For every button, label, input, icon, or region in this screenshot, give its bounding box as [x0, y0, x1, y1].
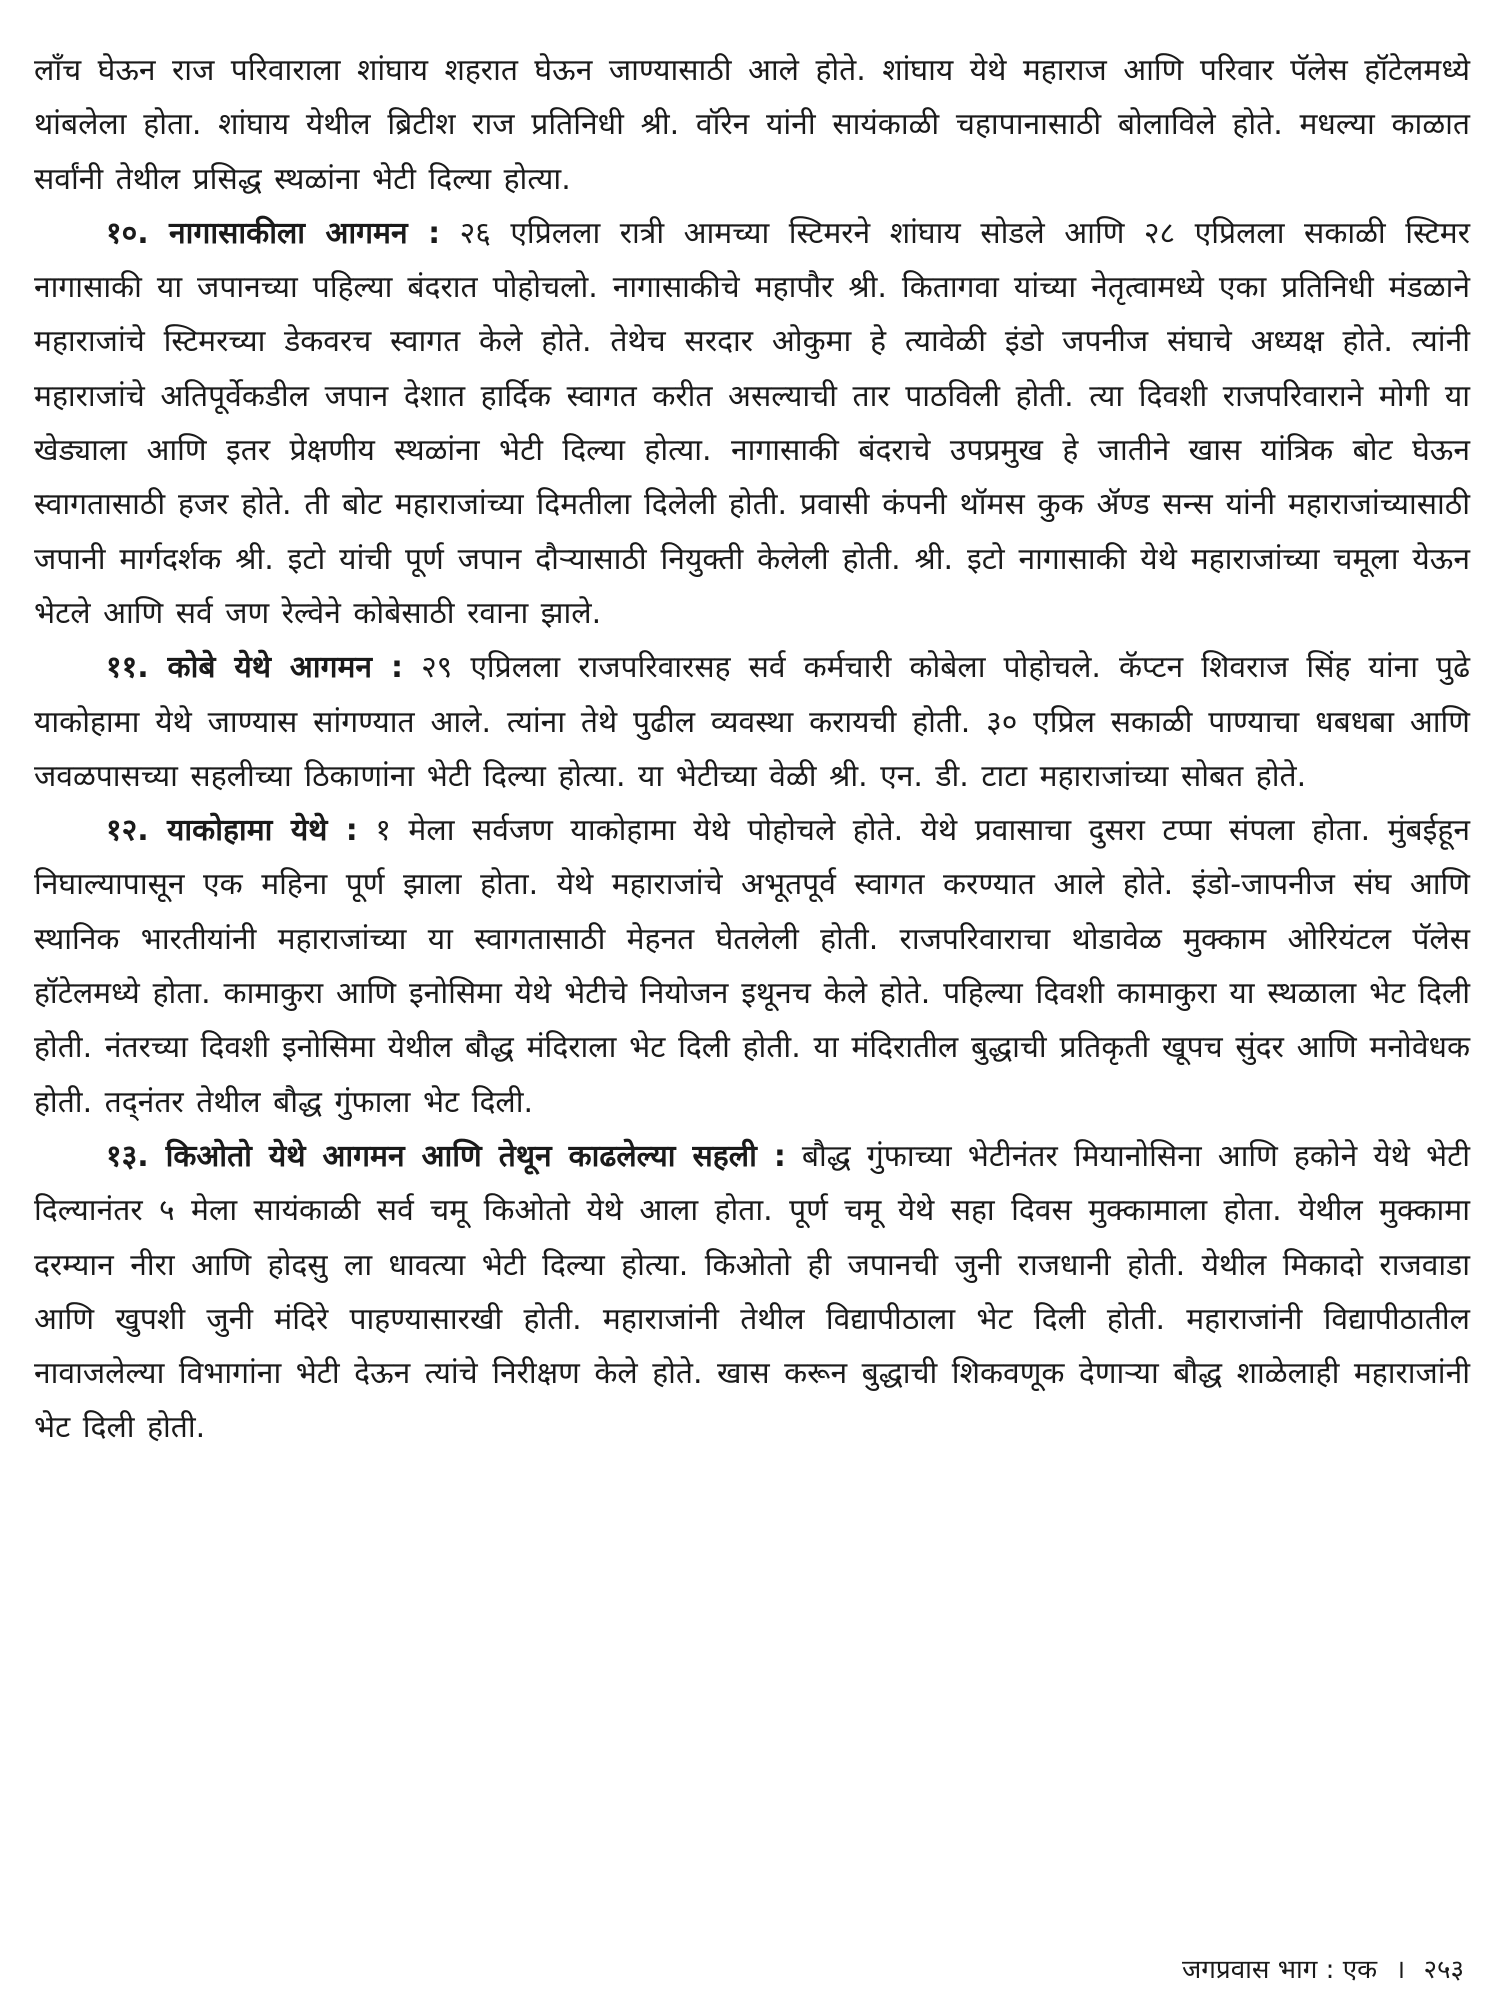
page-number: २५३: [1423, 1955, 1464, 1985]
section-heading: १३. किओतो येथे आगमन आणि तेथून काढलेल्या सहली :: [106, 1138, 786, 1174]
paragraph-section-11: [34, 641, 1470, 804]
paragraph-section-10: [34, 207, 1470, 641]
paragraph-section-12: [34, 804, 1470, 1130]
page-body: [34, 44, 1470, 1924]
paragraph-text: लाँच घेऊन राज परिवाराला शांघाय शहरात घेऊन जाण्यासाठी आले होते. शांघाय येथे महाराज आणि परिवार पॅलेस हॉटेलमध्ये थांबलेला होता. शांघाय येथील ब्रिटीश राज प्रतिनिधी श्री. वॉरेन यांनी सायंकाळी चहापानासाठी बोलाविले होते. मधल्या काळात सर्वांनी तेथील प्रसिद्ध स्थळांना भेटी दिल्या होत्या.: [34, 53, 1470, 197]
paragraph-text: २९ एप्रिलला राजपरिवारसह सर्व कर्मचारी कोबेला पोहोचले. कॅप्टन शिवराज सिंह यांना पुढे याकोहामा येथे जाण्यास सांगण्यात आले. त्यांना तेथे पुढील व्यवस्था करायची होती. ३० एप्रिल सकाळी पाण्याचा धबधबा आणि जवळपासच्या सहलीच्या ठिकाणांना भेटी दिल्या होत्या. या भेटीच्या वेळी श्री. एन. डी. टाटा महाराजांच्या सोबत होते.: [34, 650, 1470, 794]
paragraph-intro: [34, 44, 1470, 207]
footer-separator: ।: [1395, 1955, 1406, 1985]
page-footer: [1182, 1955, 1464, 1985]
paragraph-text: बौद्ध गुंफाच्या भेटीनंतर मियानोसिना आणि हकोने येथे भेटी दिल्यानंतर ५ मेला सायंकाळी सर्व चमू किओतो येथे आला होता. पूर्ण चमू येथे सहा दिवस मुक्कामाला होता. येथील मुक्कामा दरम्यान नीरा आणि होदसु ला धावत्या भेटी दिल्या होत्या. किओतो ही जपानची जुनी राजधानी होती. येथील मिकादो राजवाडा आणि खुपशी जुनी मंदिरे पाहण्यासारखी होती. महाराजांनी तेथील विद्यापीठाला भेट दिली होती. महाराजांनी विद्यापीठातील नावाजलेल्या विभागांना भेटी देऊन त्यांचे निरीक्षण केले होते. खास करून बुद्धाची शिकवणूक देणाऱ्या बौद्ध शाळेलाही महाराजांनी भेट दिली होती.: [34, 1138, 1470, 1446]
paragraph-section-13: [34, 1130, 1470, 1456]
paragraph-text: २६ एप्रिलला रात्री आमच्या स्टिमरने शांघाय सोडले आणि २८ एप्रिलला सकाळी स्टिमर नागासाकी या जपानच्या पहिल्या बंदरात पोहोचलो. नागासाकीचे महापौर श्री. कितागवा यांच्या नेतृत्वामध्ये एका प्रतिनिधी मंडळाने महाराजांचे स्टिमरच्या डेकवरच स्वागत केले होते. तेथेच सरदार ओकुमा हे त्यावेळी इंडो जपनीज संघाचे अध्यक्ष होते. त्यांनी महाराजांचे अतिपूर्वेकडील जपान देशात हार्दिक स्वागत करीत असल्याची तार पाठविली होती. त्या दिवशी राजपरिवाराने मोगी या खेड्याला आणि इतर प्रेक्षणीय स्थळांना भेटी दिल्या होत्या. नागासाकी बंदराचे उपप्रमुख हे जातीने खास यांत्रिक बोट घेऊन स्वागतासाठी हजर होते. ती बोट महाराजांच्या दिमतीला दिलेली होती. प्रवासी कंपनी थॉमस कुक ॲण्ड सन्स यांनी महाराजांच्यासाठी जपानी मार्गदर्शक श्री. इटो यांची पूर्ण जपान दौऱ्यासाठी नियुक्ती केलेली होती. श्री. इटो नागासाकी येथे महाराजांच्या चमूला येऊन भेटले आणि सर्व जण रेल्वेने कोबेसाठी रवाना झाले.: [34, 215, 1470, 631]
section-heading: ११. कोबे येथे आगमन :: [106, 650, 404, 686]
section-heading: १०. नागासाकीला आगमन :: [106, 215, 441, 251]
section-heading: १२. याकोहामा येथे :: [106, 813, 358, 849]
book-title: जगप्रवास भाग : एक: [1182, 1955, 1378, 1985]
paragraph-text: १ मेला सर्वजण याकोहामा येथे पोहोचले होते. येथे प्रवासाचा दुसरा टप्पा संपला होता. मुंबईहून निघाल्यापासून एक महिना पूर्ण झाला होता. येथे महाराजांचे अभूतपूर्व स्वागत करण्यात आले होते. इंडो-जापनीज संघ आणि स्थानिक भारतीयांनी महाराजांच्या या स्वागतासाठी मेहनत घेतलेली होती. राजपरिवाराचा थोडावेळ मुक्काम ओरियंटल पॅलेस हॉटेलमध्ये होता. कामाकुरा आणि इनोसिमा येथे भेटीचे नियोजन इथूनच केले होते. पहिल्या दिवशी कामाकुरा या स्थळाला भेट दिली होती. नंतरच्या दिवशी इनोसिमा येथील बौद्ध मंदिराला भेट दिली होती. या मंदिरातील बुद्धाची प्रतिकृती खूपच सुंदर आणि मनोवेधक होती. तद्नंतर तेथील बौद्ध गुंफाला भेट दिली.: [34, 813, 1470, 1120]
